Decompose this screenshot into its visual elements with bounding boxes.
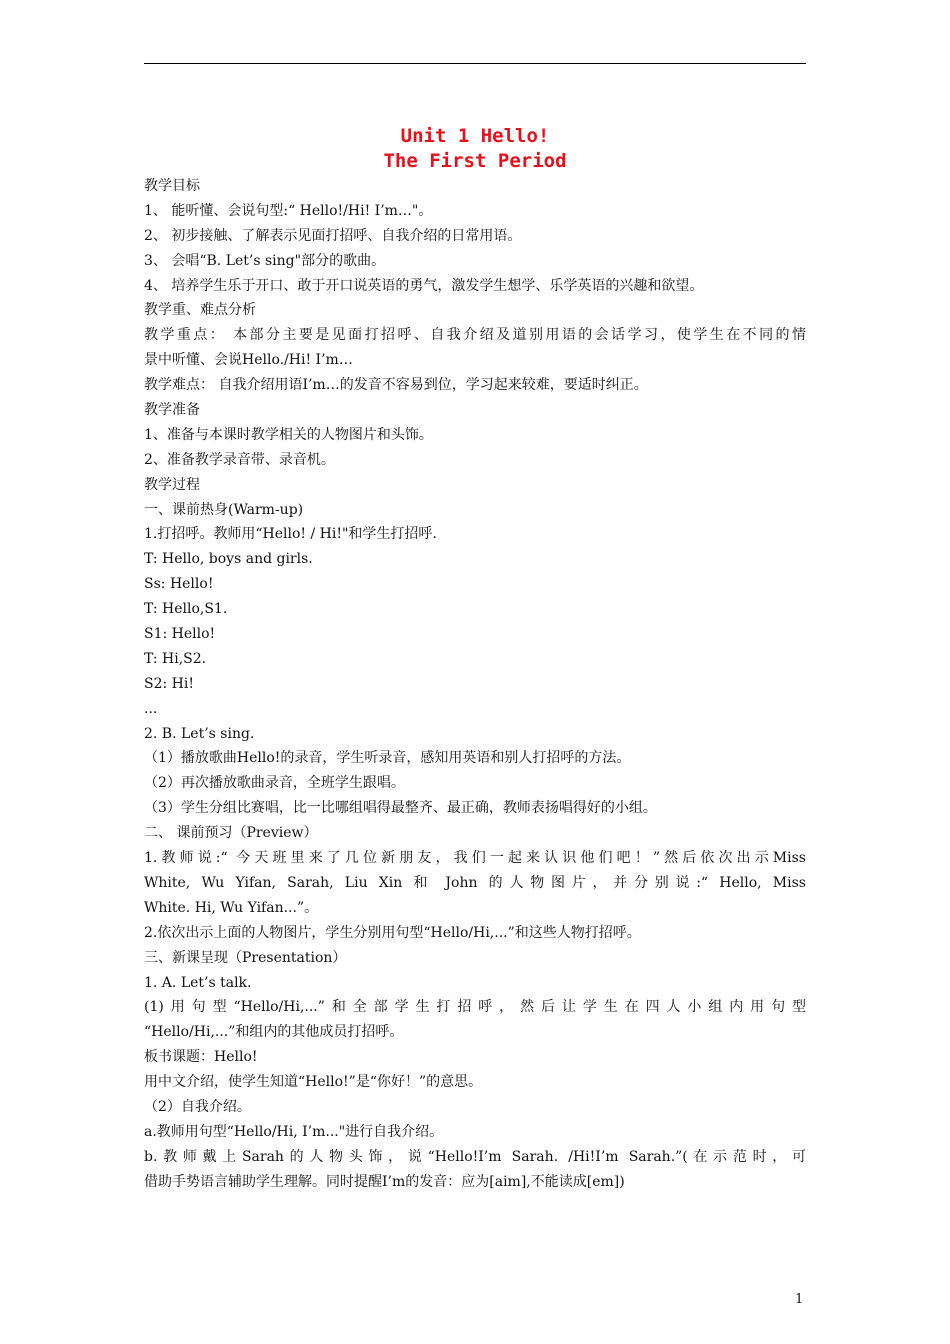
- dialogue-line: T: Hello, boys and girls.: [144, 551, 313, 568]
- paragraph-line: (1)用句型“Hello/Hi,...”和全部学生打招呼，然后让学生在四人小组内用句型: [144, 999, 806, 1016]
- ellipsis-line: ...: [144, 700, 158, 717]
- subsection-heading-preview: 二、 课前预习（Preview）: [144, 825, 318, 842]
- paragraph-line: 教学重点： 本部分主要是见面打招呼、自我介绍及道别用语的会话学习，使学生在不同的情: [144, 327, 806, 344]
- dialogue-line: Ss: Hello!: [144, 576, 214, 593]
- paragraph-line: 教学难点： 自我介绍用语I’m…的发音不容易到位，学习起来较难，要适时纠正。: [144, 377, 648, 394]
- paragraph-line: 板书课题：Hello!: [144, 1049, 258, 1066]
- subsection-heading-warm-up: 一、课前热身(Warm-up): [144, 501, 304, 518]
- period-title: The First Period: [383, 150, 567, 172]
- preparation-item: 1、准备与本课时教学相关的人物图片和头饰。: [144, 426, 433, 443]
- dialogue-line: S2: Hi!: [144, 675, 194, 692]
- paragraph-line: a.教师用句型“Hello/Hi, I’m..."进行自我介绍。: [144, 1123, 444, 1140]
- section-heading-preparation: 教学准备: [144, 402, 200, 419]
- step-item: （3）学生分组比赛唱，比一比哪组唱得最整齐、最正确，教师表扬唱得好的小组。: [144, 800, 657, 817]
- paragraph-line: White. Hi, Wu Yifan...”。: [144, 899, 319, 916]
- objective-item: 4、 培养学生乐于开口、敢于开口说英语的勇气，激发学生想学、乐学英语的兴趣和欲望。: [144, 277, 704, 294]
- objective-item: 1、 能听懂、会说句型:“ Hello!/Hi! I’m…"。: [144, 202, 433, 219]
- paragraph-line: White, Wu Yifan, Sarah, Liu Xin 和 John 的人物图片，并分别说:“ Hello, Miss: [144, 874, 806, 891]
- lesson-plan-body: [144, 174, 806, 1195]
- unit-title: Unit 1 Hello!: [400, 125, 550, 147]
- objective-item: 2、 初步接触、了解表示见面打招呼、自我介绍的日常用语。: [144, 227, 522, 244]
- paragraph-line: 景中听懂、会说Hello./Hi! I’m…: [144, 352, 353, 369]
- dialogue-line: T: Hello,S1.: [144, 601, 228, 618]
- section-heading-key-points: 教学重、难点分析: [144, 302, 256, 319]
- dialogue-line: S1: Hello!: [144, 626, 216, 643]
- step-item: （2）再次播放歌曲录音，全班学生跟唱。: [144, 775, 405, 792]
- paragraph-line: 借助手势语言辅助学生理解。同时提醒I’m的发音：应为[aim],不能读成[em]): [144, 1173, 625, 1190]
- title-block: [144, 124, 806, 174]
- dialogue-line: T: Hi,S2.: [144, 650, 207, 667]
- paragraph-line: 用中文介绍，使学生知道“Hello!”是“你好！”的意思。: [144, 1074, 483, 1091]
- objective-item: 3、 会唱“B. Let’s sing"部分的歌曲。: [144, 252, 386, 269]
- step-item: （1）播放歌曲Hello!的录音，学生听录音，感知用英语和别人打招呼的方法。: [144, 750, 631, 767]
- header-rule: [144, 63, 806, 64]
- section-heading-objectives: 教学目标: [144, 178, 200, 194]
- paragraph-line: “Hello/Hi,...”和组内的其他成员打招呼。: [144, 1024, 404, 1041]
- paragraph-line: 1.打招呼。教师用“Hello! / Hi!"和学生打招呼.: [144, 526, 437, 543]
- paragraph-line: 2.依次出示上面的人物图片，学生分别用句型“Hello/Hi,...”和这些人物打招呼。: [144, 924, 641, 941]
- preparation-item: 2、准备教学录音带、录音机。: [144, 451, 335, 468]
- paragraph-line: 1.教师说:“ 今天班里来了几位新朋友，我们一起来认识他们吧！”然后依次出示Miss: [144, 850, 806, 867]
- paragraph-line: 2. B. Let’s sing.: [144, 725, 255, 742]
- page-number: 1: [795, 1292, 804, 1307]
- paragraph-line: b.教师戴上Sarah的人物头饰，说“Hello!I’m Sarah. /Hi!I’m Sarah.”(在示范时，可: [144, 1148, 806, 1165]
- paragraph-line: 1. A. Let’s talk.: [144, 974, 252, 991]
- subsection-heading-presentation: 三、新课呈现（Presentation）: [144, 949, 347, 966]
- step-item: （2）自我介绍。: [144, 1098, 251, 1115]
- section-heading-process: 教学过程: [144, 476, 200, 493]
